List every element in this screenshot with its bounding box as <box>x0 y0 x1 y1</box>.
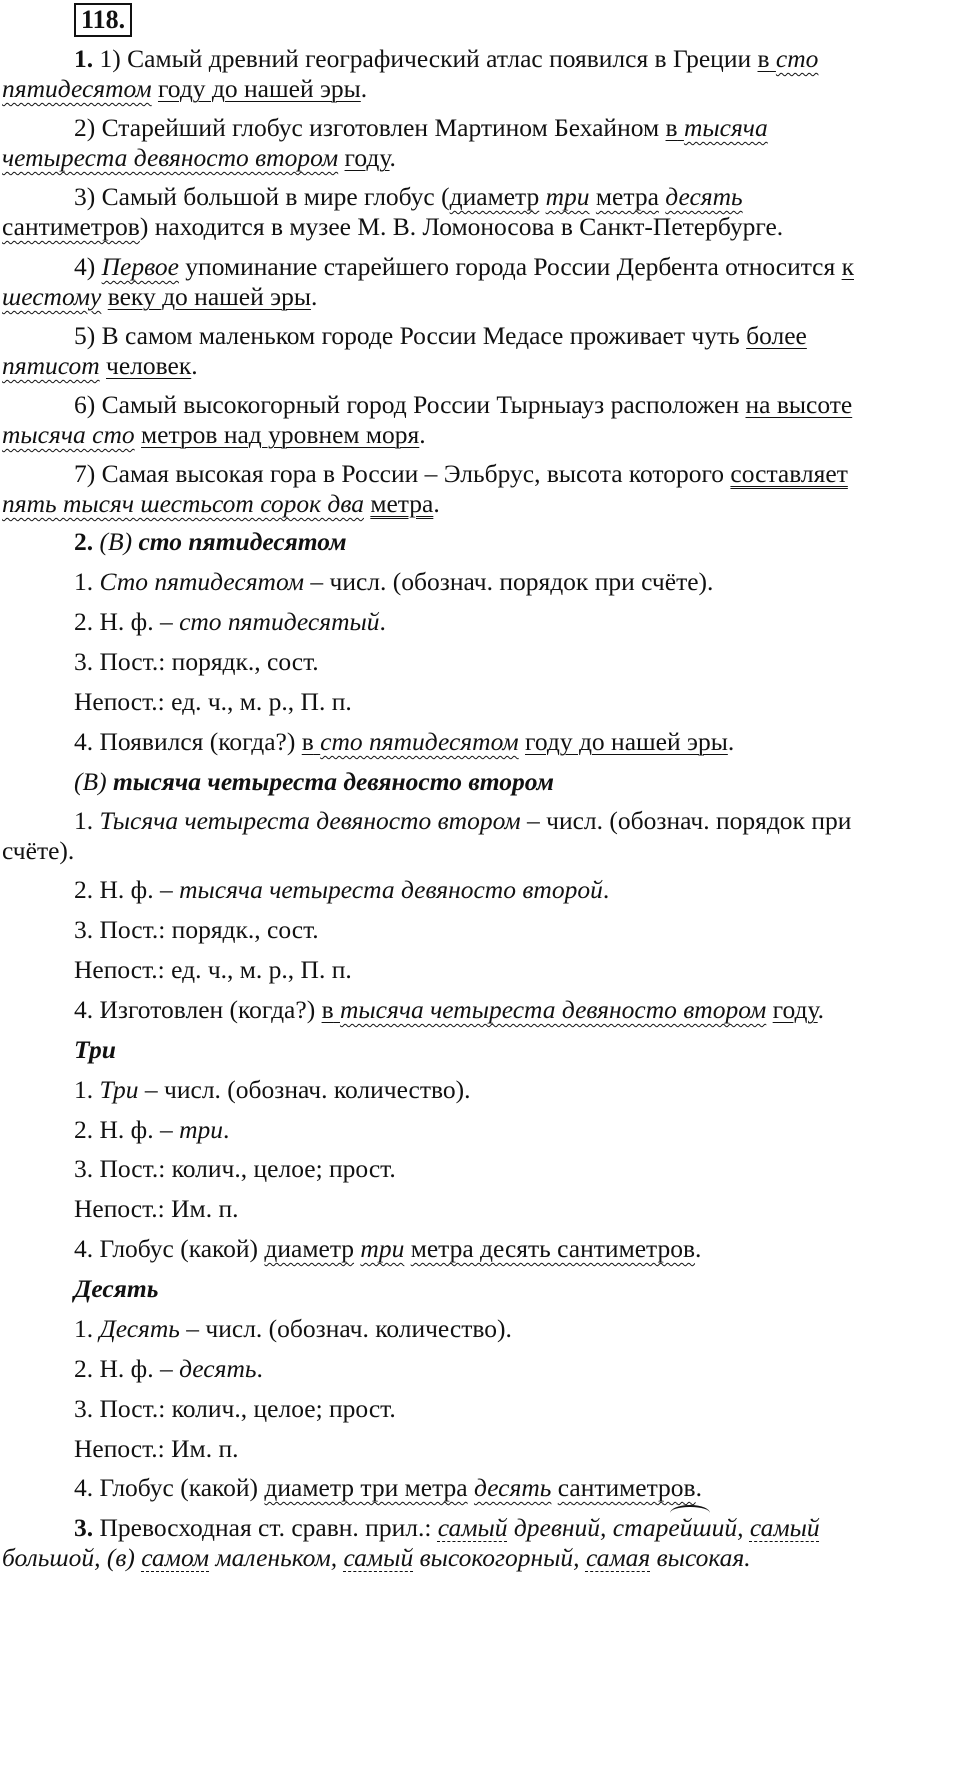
parse-1-point-3: 3. Пост.: порядк., сост. <box>74 647 319 676</box>
parse-4-title: Десять <box>74 1274 159 1303</box>
sentence-6-line-2: тысяча сто метров над уровнем моря. <box>2 420 426 449</box>
parse-4-point-1: 1. Десять – числ. (обознач. количество). <box>74 1314 512 1343</box>
parse-2-point-3: 3. Пост.: порядк., сост. <box>74 915 319 944</box>
sentence-2-line-2: четыреста девяносто втором году. <box>2 143 396 172</box>
sentence-1-line-1: 1. 1) Самый древний географический атлас появился в Греции в сто <box>74 44 819 73</box>
parse-3-point-2: 2. Н. ф. – три. <box>74 1115 230 1144</box>
sentence-3-line-2: сантиметров) находится в музее М. В. Ломоносова в Санкт-Петербурге. <box>2 212 784 241</box>
parse-1-point-3b: Непост.: ед. ч., м. р., П. п. <box>74 687 352 716</box>
section-3-line-2: большой, (в) самом маленьком, самый высокогорный, самая высокая. <box>2 1543 751 1572</box>
sentence-6-line-1: 6) Самый высокогорный город России Тырныауз расположен на высоте <box>74 390 853 419</box>
parse-4-point-4: 4. Глобус (какой) диаметр три метра десять сантиметров. <box>74 1473 702 1502</box>
sentence-2-line-1: 2) Старейший глобус изготовлен Мартином Бехайном в тысяча <box>74 113 768 142</box>
parse-4-point-2: 2. Н. ф. – десять. <box>74 1354 263 1383</box>
parse-1-title: 2. (В) сто пятидесятом <box>74 527 347 556</box>
sentence-7-line-1: 7) Самая высокая гора в России – Эльбрус, высота которого составляет <box>74 459 848 488</box>
parse-3-point-4: 4. Глобус (какой) диаметр три метра десять сантиметров. <box>74 1234 702 1263</box>
parse-2-point-1: 1. Тысяча четыреста девяносто втором – числ. (обознач. порядок при <box>74 806 852 835</box>
parse-4-point-3: 3. Пост.: колич., целое; прост. <box>74 1394 396 1423</box>
parse-3-point-1: 1. Три – числ. (обознач. количество). <box>74 1075 471 1104</box>
parse-3-point-3b: Непост.: Им. п. <box>74 1194 239 1223</box>
suffix-arc-mark: ейш <box>668 1513 712 1542</box>
sentence-7-line-2: пять тысяч шестьсот сорок два метра. <box>2 489 440 518</box>
sentence-4-line-2: шестому веку до нашей эры. <box>2 282 318 311</box>
parse-2-point-1-cont: счёте). <box>2 836 75 865</box>
parse-1-point-1: 1. Сто пятидесятом – числ. (обознач. порядок при счёте). <box>74 567 714 596</box>
task-number: 118. <box>74 3 132 37</box>
parse-3-point-3: 3. Пост.: колич., целое; прост. <box>74 1154 396 1183</box>
section-3-label: 3. <box>74 1513 94 1542</box>
section-3-line-1: 3. Превосходная ст. сравн. прил.: самый древний, старейший, самый <box>74 1513 820 1542</box>
section-2-label: 2. <box>74 527 94 556</box>
sentence-5-line-1: 5) В самом маленьком городе России Медасе проживает чуть более <box>74 321 807 350</box>
parse-2-title: (В) тысяча четыреста девяносто втором <box>74 767 554 796</box>
sentence-4-line-1: 4) Первое упоминание старейшего города России Дербента относится к <box>74 252 854 281</box>
parse-3-title: Три <box>74 1035 116 1064</box>
parse-1-point-2: 2. Н. ф. – сто пятидесятый. <box>74 607 386 636</box>
parse-2-point-4: 4. Изготовлен (когда?) в тысяча четыреста девяносто втором году. <box>74 995 825 1024</box>
sentence-1-line-2: пятидесятом году до нашей эры. <box>2 74 368 103</box>
section-1-label: 1. <box>74 44 94 73</box>
parse-2-point-2: 2. Н. ф. – тысяча четыреста девяносто второй. <box>74 875 610 904</box>
parse-2-point-3b: Непост.: ед. ч., м. р., П. п. <box>74 955 352 984</box>
parse-4-point-3b: Непост.: Им. п. <box>74 1434 239 1463</box>
parse-1-point-4: 4. Появился (когда?) в сто пятидесятом году до нашей эры. <box>74 727 735 756</box>
sentence-5-line-2: пятисот человек. <box>2 351 198 380</box>
sentence-3-line-1: 3) Самый большой в мире глобус (диаметр три метра десять <box>74 182 743 211</box>
